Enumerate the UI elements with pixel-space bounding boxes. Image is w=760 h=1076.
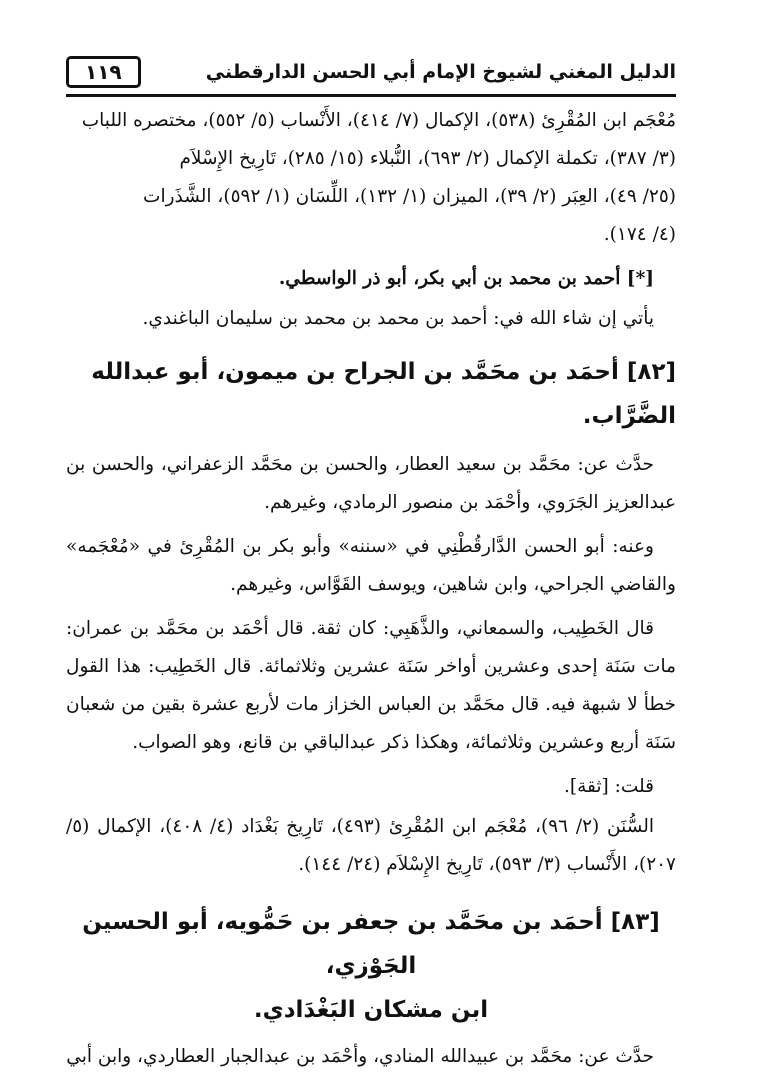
running-title: الدليل المغني لشيوخ الإمام أبي الحسن الدارقطني: [205, 61, 676, 83]
cross-reference-note: يأتي إن شاء الله في: أحمد بن محمد بن محمد بن سليمان الباغندي.: [142, 308, 654, 329]
entry-82-sources: السُّنَن (٢/ ٩٦)، مُعْجَم ابن المُقْرِئ (٤٩٣)، تَارِيخ بَغْدَاد (٤/ ٤٠٨)، الإكمال (٥/ ٢٠٧)، الأَنْساب (٣/ ٥٩٣)، تَارِيخ الإِسْلاَم (٢٤/ ١٤٤).: [66, 816, 676, 875]
minor-entry-heading: [*] أحمد بن محمد بن أبي بكر، أبو ذر الواسطي.: [278, 268, 654, 289]
previous-entry-sources: [66, 102, 676, 254]
source-line: (٣/ ٣٨٧)، تكملة الإكمال (٢/ ٦٩٣)، النُّبلاء (١٥/ ٢٨٥)، تَارِيخ الإِسْلاَم: [179, 148, 676, 169]
entry-83-narrated-from: حدَّث عن: محَمَّد بن عبيدالله المنادي، وأحْمَد بن عبدالجبار العطاردي، وابن أبي: [66, 1046, 654, 1067]
page-content: [66, 102, 676, 1076]
entry-82-heading: [٨٢] أحمَد بن محَمَّد بن الجراح بن ميمون، أبو عبدالله الضَّرَّاب.: [91, 359, 676, 429]
entry-83-heading-line-2: ابن مشكان البَغْدَادي.: [253, 997, 489, 1023]
entry-82-verdict: قلت: [ثقة].: [564, 776, 654, 797]
source-line: مُعْجَم ابن المُقْرِئ (٥٣٨)، الإكمال (٧/ ٤١٤)، الأَنْساب (٥/ ٥٥٢)، مختصره اللباب: [81, 110, 676, 131]
entry-82-narrators: وعنه: أبو الحسن الدَّارقُطْنِي في «سننه» وأبو بكر بن المُقْرِئ في «مُعْجَمه» والقاضي الجراحي، وابن شاهين، ويوسف القَوَّاس، وغيرهم.: [66, 536, 676, 595]
header-divider: [66, 94, 676, 97]
page-number: ١١٩: [66, 56, 141, 88]
entry-83-heading-line-1: [٨٣] أحمَد بن محَمَّد بن جعفر بن حَمُّويه، أبو الحسين الجَوْزي،: [82, 909, 660, 979]
source-line: (٢٥/ ٤٩)، العِبَر (٢/ ٣٩)، الميزان (١/ ١٣٢)، اللِّسَان (١/ ٥٩٢)، الشَّذَرات: [143, 186, 676, 207]
entry-82-opinions: قال الخَطِيب، والسمعاني، والذَّهَبِي: كان ثقة. قال أحْمَد بن محَمَّد بن عمران: مات سَنَة إحدى وعشرين أواخر سَنَة عشرين وثلاثمائة. قال الخَطِيب: هذا القول خطأ لا شبهة فيه. قال محَمَّد بن العباس الخزاز مات لأربع عشرة بقين من شعبان سَنَة أربع وعشرين وثلاثمائة، وهكذا ذكر عبدالباقي بن قانع، وهو الصواب.: [66, 618, 676, 753]
entry-82-narrated-from: حدَّث عن: محَمَّد بن سعيد العطار، والحسن بن محَمَّد الزعفراني، والحسن بن عبدالعزيز الجَرَوي، وأحْمَد بن منصور الرمادي، وغيرهم.: [66, 454, 676, 513]
page-header: [66, 52, 676, 92]
source-line: (٤/ ١٧٤).: [603, 224, 676, 245]
